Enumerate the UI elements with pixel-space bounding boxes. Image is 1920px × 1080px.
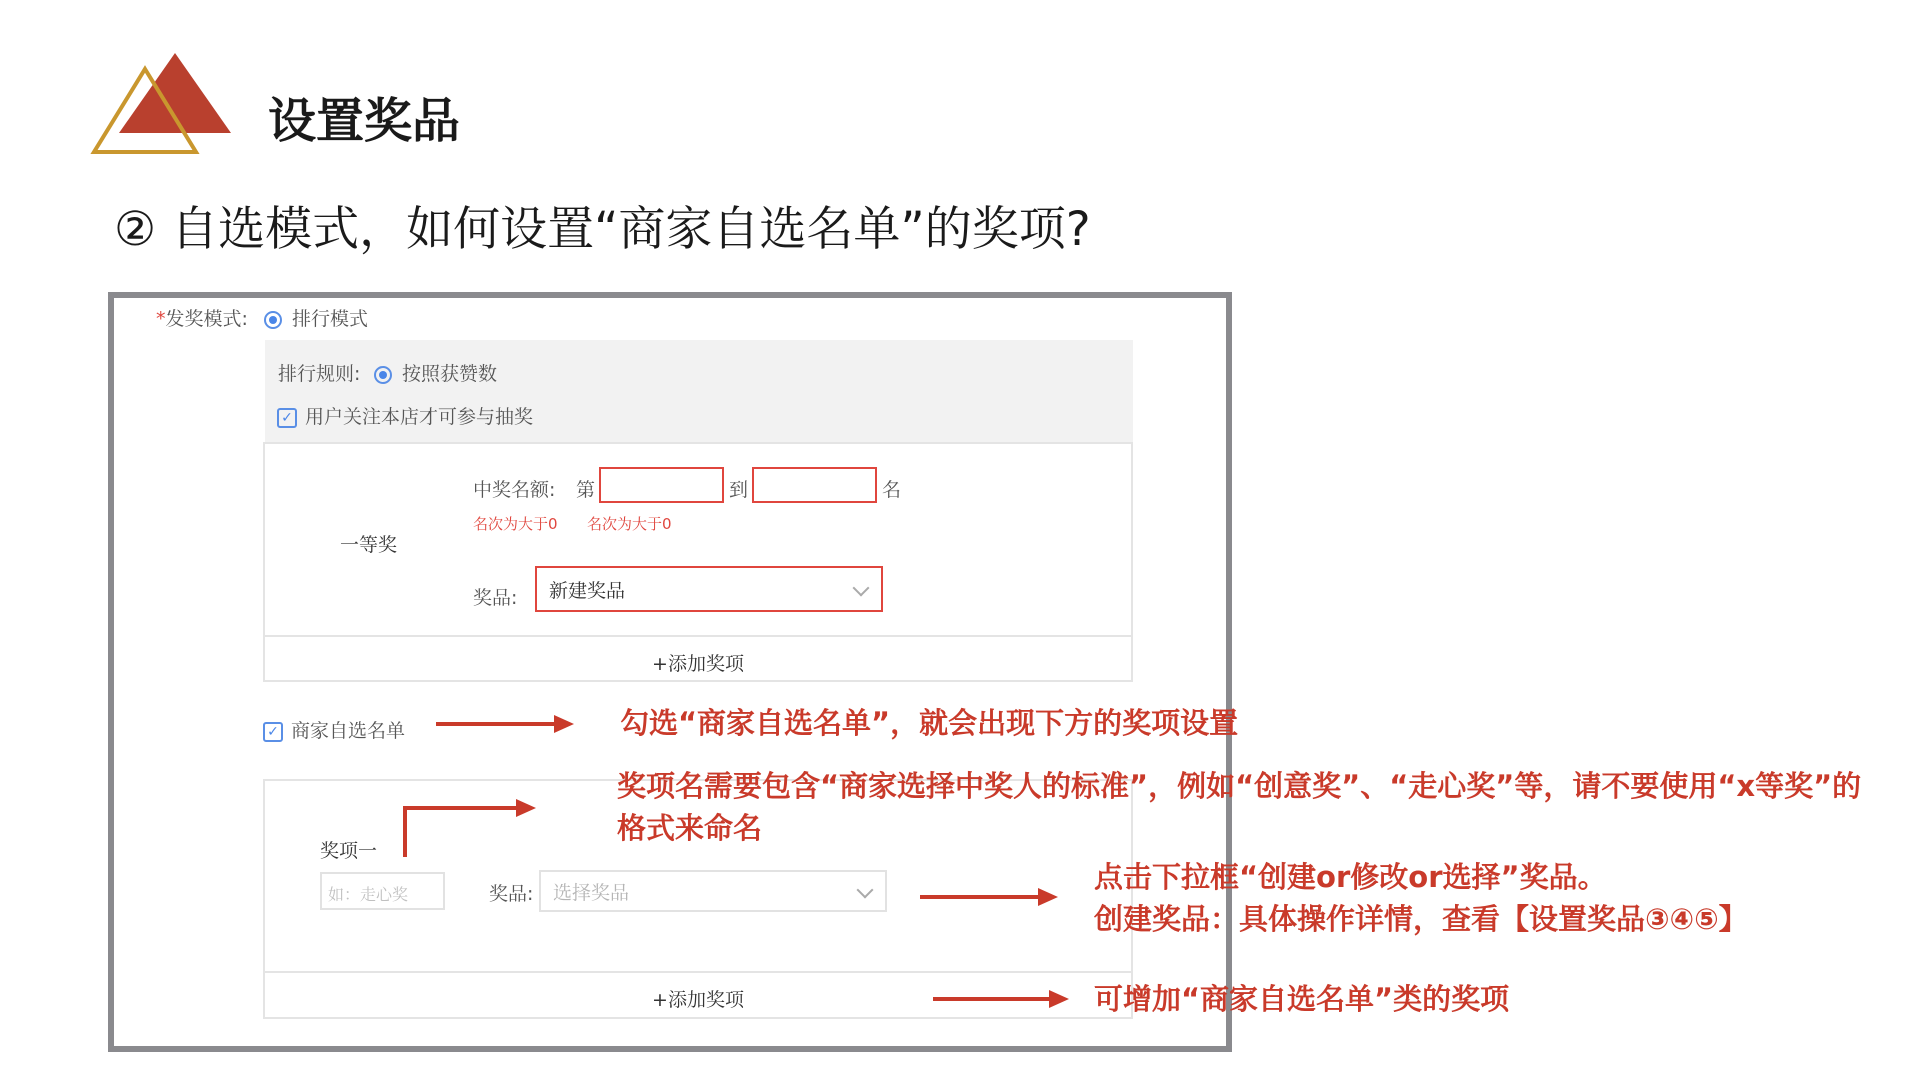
check-icon: ✓ (263, 722, 283, 742)
quota-suffix: 名 (882, 479, 902, 501)
check-icon: ✓ (277, 408, 297, 428)
rank-start-input[interactable] (599, 467, 724, 503)
ranking-rule-label: 排行规则: (278, 363, 361, 385)
radio-selected-icon (264, 311, 282, 329)
annotation-prize-naming-line1: 奖项名需要包含“商家选择中奖人的标准”，例如“创意奖”、“走心奖”等，请不要使用“x等奖”的 (617, 769, 1862, 803)
custom-prize-select[interactable] (539, 870, 887, 912)
required-mark: * (156, 308, 166, 330)
custom-prize-select-placeholder: 选择奖品 (553, 881, 630, 904)
annotation-dropdown-line1: 点击下拉框“创建or修改or选择”奖品。 (1094, 860, 1607, 894)
page-title: 设置奖品 (268, 93, 461, 149)
merchant-list-label: 商家自选名单 (291, 720, 406, 742)
custom-prize-title: 奖项一 (320, 840, 378, 862)
rank-end-error: 名次为大于0 (587, 515, 672, 533)
annotation-dropdown-line2: 创建奖品：具体操作详情，查看【设置奖品③④⑤】 (1094, 902, 1748, 936)
chevron-down-icon (853, 580, 870, 597)
arrow-right-icon (933, 987, 1073, 1011)
annotation-merchant-checkbox: 勾选“商家自选名单”，就会出现下方的奖项设置 (620, 706, 1239, 740)
award-mode-label (156, 304, 248, 331)
arrow-right-icon (920, 885, 1060, 909)
prize-name-placeholder: 如：走心奖 (328, 885, 409, 904)
rank-start-error: 名次为大于0 (473, 515, 558, 533)
chevron-down-icon (857, 882, 874, 899)
radio-selected-icon (374, 366, 392, 384)
ranking-rule-radio[interactable] (374, 359, 497, 386)
quota-prefix: 第 (576, 479, 596, 501)
merchant-list-checkbox[interactable] (263, 716, 405, 743)
annotation-prize-naming-line2: 格式来命名 (617, 811, 763, 845)
prize-name-input[interactable] (320, 872, 445, 910)
follow-store-checkbox[interactable] (277, 402, 533, 429)
first-prize-title: 一等奖 (340, 534, 398, 556)
award-mode-option: 排行模式 (292, 308, 369, 330)
first-prize-select[interactable] (535, 566, 883, 612)
page-subtitle: ② 自选模式，如何设置“商家自选名单”的奖项? (114, 202, 1091, 257)
elbow-arrow-icon (398, 795, 548, 860)
follow-store-label: 用户关注本店才可参与抽奖 (305, 406, 534, 428)
quota-middle: 到 (729, 479, 749, 501)
award-mode-label-text: 发奖模式: (165, 308, 248, 330)
first-prize-select-value: 新建奖品 (549, 579, 626, 602)
triangle-logo-icon (88, 50, 238, 160)
add-prize-button-2[interactable]: +添加奖项 (652, 989, 744, 1011)
add-prize-button-1[interactable]: +添加奖项 (652, 653, 744, 675)
award-mode-radio[interactable] (264, 304, 368, 331)
ranking-rule-option: 按照获赞数 (402, 363, 498, 385)
arrow-right-icon (436, 712, 576, 736)
annotation-add-prize: 可增加“商家自选名单”类的奖项 (1094, 982, 1510, 1016)
custom-prize-prize-label: 奖品: (489, 883, 534, 905)
rank-end-input[interactable] (752, 467, 877, 503)
first-prize-prize-label: 奖品: (473, 587, 518, 609)
quota-label: 中奖名额: (473, 479, 556, 501)
